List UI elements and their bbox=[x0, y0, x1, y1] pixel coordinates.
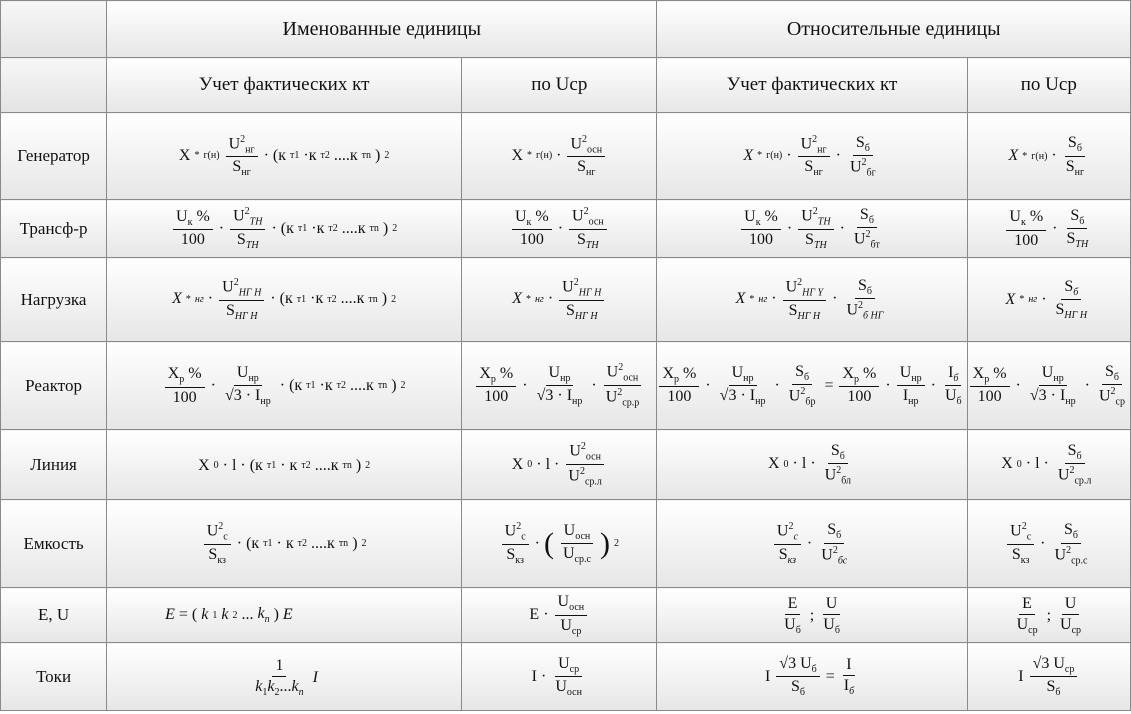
formula-capacitance-rel-fact: $U^2_c$ $S_{кз}$ · $S_б$ $U^2_{бс}$ bbox=[657, 500, 967, 588]
formula-eu-rel-avg: E $U_{ср}$ ; U $U_{ср}$ bbox=[967, 588, 1130, 643]
formula-capacitance-rel-avg: $U^2_c$ $S_{кз}$ · $S_б$ $U^2_{ср.с}$ bbox=[967, 500, 1130, 588]
row-label-capacitance: Емкость bbox=[1, 500, 107, 588]
formula-load-rel-fact: X * нг · $U^2_{НГ Y}$ $S_{НГ Н}$ · $S_б$ $U^2_{б НГ}$ bbox=[657, 258, 967, 342]
formula-eu-rel-fact: E $U_б$ ; U $U_б$ bbox=[657, 588, 967, 643]
formula-line-rel-fact: X 0 · l · $S_б$ $U^2_{бл}$ bbox=[657, 430, 967, 500]
formula-currents-fact: 1 $k_1k_2...k_n$ I bbox=[107, 643, 462, 711]
relative-units-header: Относительные единицы bbox=[657, 1, 1131, 58]
formula-generator-avg: X * г(н) · $U^2_{осн}$ $S_{нг}$ bbox=[462, 113, 657, 200]
row-label-generator: Генератор bbox=[1, 113, 107, 200]
formula-reactor-rel-fact: $X_р$ % 100 · $U_{нр}$ $√3 \cdot I_{нр}$ · $S_б$ $U^2_{бр}$ = $X_р$ % 100 · $U_{нр}$ $I_{нр}$ · $I_б$ $U_б$ bbox=[657, 342, 967, 430]
formula-generator-rel-avg: X * г(н) · $S_б$ $S_{нг}$ bbox=[967, 113, 1130, 200]
formula-eu-fact: E = ( k 1 k 2 ... $k_n$ ) E bbox=[107, 588, 462, 643]
formula-capacitance-avg: $U^2_c$ $S_{кз}$ · ( $U_{осн}$ $U_{ср.с}$ ) 2 bbox=[462, 500, 657, 588]
row-label-transformer: Трансф-р bbox=[1, 200, 107, 258]
row-label-load: Нагрузка bbox=[1, 258, 107, 342]
col-avg-header: по Uср bbox=[462, 58, 657, 113]
row-label-currents: Токи bbox=[1, 643, 107, 711]
formula-currents-rel-avg: I √3 $U_{ср}$ $S_б$ bbox=[967, 643, 1130, 711]
formula-transformer-rel-fact: $U_к$ % 100 · $U^2_{ТН}$ $S_{ТН}$ · $S_б$ $U^2_{бт}$ bbox=[657, 200, 967, 258]
row-label-e-u: E, U bbox=[1, 588, 107, 643]
formula-line-rel-avg: X 0 · l · $S_б$ $U^2_{ср.л}$ bbox=[967, 430, 1130, 500]
formula-load-rel-avg: X * нг · $S_б$ $S_{НГ Н}$ bbox=[967, 258, 1130, 342]
formula-reactor-avg: $X_р$ % 100 · $U_{нр}$ $√3 \cdot I_{нр}$ · $U^2_{осн}$ $U^2_{ср.р}$ bbox=[462, 342, 657, 430]
col-fact-header: Учет фактических кт bbox=[107, 58, 462, 113]
corner-cell-2 bbox=[1, 58, 107, 113]
row-label-line: Линия bbox=[1, 430, 107, 500]
col-fact-rel-header: Учет фактических кт bbox=[657, 58, 967, 113]
formula-reactor-fact: $X_р$ % 100 · $U_{нр}$ $√3 \cdot I_{нр}$ · (к т1 ·к т2 ....к тn ) 2 bbox=[107, 342, 462, 430]
formula-generator-rel-fact: X * г(н) · $U^2_{нг}$ $S_{нг}$ · $S_б$ $U^2_{бг}$ bbox=[657, 113, 967, 200]
formula-load-avg: X * нг · $U^2_{НГ Н}$ $S_{НГ Н}$ bbox=[462, 258, 657, 342]
formula-line-fact: X 0 · l · (к т1 · к т2 ....к тn ) 2 bbox=[107, 430, 462, 500]
formula-transformer-avg: $U_к$ % 100 · $U^2_{осн}$ $S_{ТН}$ bbox=[462, 200, 657, 258]
named-units-header: Именованные единицы bbox=[107, 1, 657, 58]
col-avg-rel-header: по Uср bbox=[967, 58, 1130, 113]
formula-eu-avg: E · $U_{осн}$ $U_{ср}$ bbox=[462, 588, 657, 643]
formula-load-fact: X * нг · $U^2_{НГ Н}$ $S_{НГ Н}$ · (к т1 ·к т2 ....к тn ) 2 bbox=[107, 258, 462, 342]
formula-capacitance-fact: $U^2_c$ $S_{кз}$ · (к т1 · к т2 ....к тn ) 2 bbox=[107, 500, 462, 588]
formula-currents-avg: I · $U_{ср}$ $U_{осн}$ bbox=[462, 643, 657, 711]
formula-line-avg: X 0 · l · $U^2_{осн}$ $U^2_{ср.л}$ bbox=[462, 430, 657, 500]
formula-generator-fact: X * г(н) $U^2_{нг}$ $S_{нг}$ · (к т1 ·к т2 ....к тn ) 2 bbox=[107, 113, 462, 200]
formula-reactor-rel-avg: $X_р$ % 100 · $U_{нр}$ $√3 \cdot I_{нр}$ · $S_б$ $U^2_{ср}$ bbox=[967, 342, 1130, 430]
formula-currents-rel-fact: I √3 $U_б$ $S_б$ = I $I_б$ bbox=[657, 643, 967, 711]
formula-transformer-fact: $U_к$ % 100 · $U^2_{ТН}$ $S_{ТН}$ · (к т1 ·к т2 ....к тn ) 2 bbox=[107, 200, 462, 258]
row-label-reactor: Реактор bbox=[1, 342, 107, 430]
corner-cell bbox=[1, 1, 107, 58]
formula-transformer-rel-avg: $U_к$ % 100 · $S_б$ $S_{ТН}$ bbox=[967, 200, 1130, 258]
